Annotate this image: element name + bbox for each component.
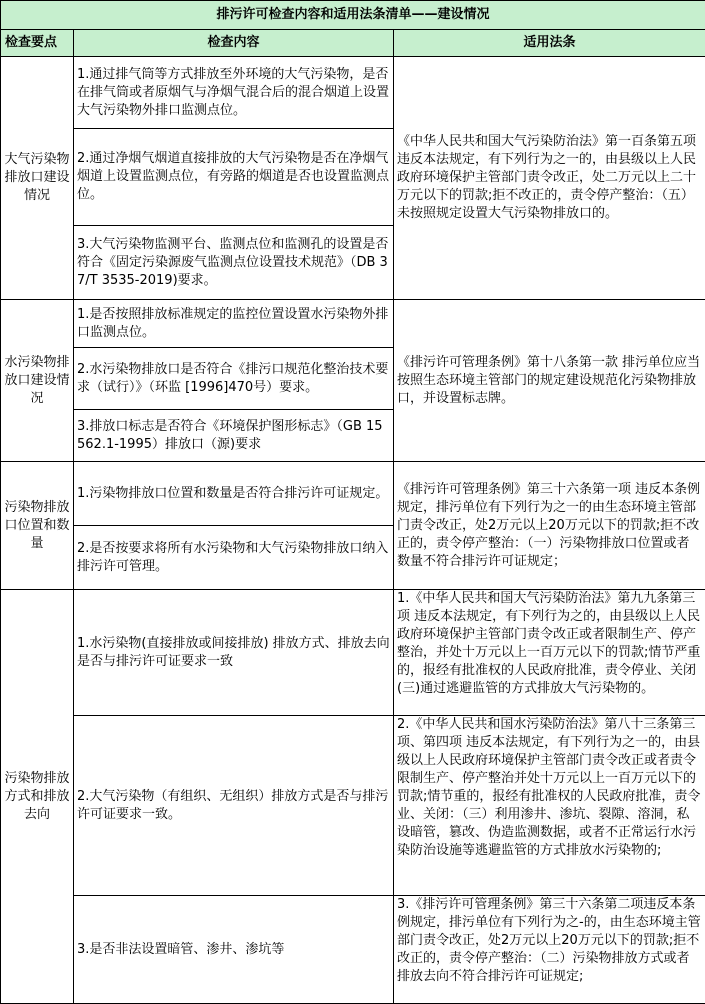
key-point-cell[interactable]: 大气污染物排放口建设情况 xyxy=(1,57,74,300)
key-point-cell[interactable]: 污染物排放方式和排放去向 xyxy=(1,590,74,1004)
content-cell[interactable]: 2.大气污染物（有组织、无组织）排放方式是否与排污许可证要求一致。 xyxy=(74,716,394,896)
content-cell[interactable]: 3.排放口标志是否符合《环境保护图形标志》（GB 15562.1-1995）排放口（源)要求 xyxy=(74,410,394,462)
header-key-point[interactable]: 检查要点 xyxy=(1,30,74,57)
law-cell[interactable]: 《中华人民共和国大气污染防治法》第一百条第五项 违反本法规定，有下列行为之一的，由县级以上人民政府环境保护主管部门责令改正，处二万元以上二十万元以下的罚款;拒不改正的，责令停产整治：（五）未按照规定设置大气污染物排放口的。 xyxy=(394,57,705,300)
table-row xyxy=(1,716,705,896)
content-cell[interactable]: 2.通过净烟气烟道直接排放的大气污染物是否在净烟气烟道上设置监测点位，有旁路的烟道是否也设置监测点位。 xyxy=(74,129,394,226)
table-row xyxy=(1,462,705,526)
key-point-cell[interactable]: 水污染物排放口建设情况 xyxy=(1,300,74,462)
content-cell[interactable]: 1.水污染物(直接排放或间接排放) 排放方式、排放去向是否与排污许可证要求一致 xyxy=(74,590,394,716)
header-content[interactable]: 检查内容 xyxy=(74,30,394,57)
law-cell[interactable]: 《排污许可管理条例》第十八条第一款 排污单位应当按照生态环境主管部门的规定建设规范化污染物排放口，并设置标志牌。 xyxy=(394,300,705,462)
header-law[interactable]: 适用法条 xyxy=(394,30,705,57)
header-row xyxy=(1,30,705,57)
law-cell[interactable]: 1.《中华人民共和国大气污染防治法》第九九条第三项 违反本法规定，有下列行为之的，由县级以上人民政府环境保护主管部门责令改正或者限制生产、停产整治，并处十万元以上一百万元以下的罚款;情节严重的，报经有批准权的人民政府批准，责令停业、关闭(三)通过逃避监管的方式排放大气污染物的。 xyxy=(394,590,705,716)
law-cell[interactable]: 《排污许可管理条例》第三十六条第一项 违反本条例规定，排污单位有下列行为之一的由生态环境主管部门责令改正，处2万元以上20万元以下的罚款;拒不改正的，责令停产整治：（一）污染物排放口位置或者数量不符合排污许可证规定； xyxy=(394,462,705,590)
table-title[interactable]: 排污许可检查内容和适用法条清单——建设情况 xyxy=(1,1,705,30)
content-cell[interactable]: 1.是否按照排放标准规定的监控位置设置水污染物外排口监测点位。 xyxy=(74,300,394,348)
title-row xyxy=(1,1,705,30)
content-cell[interactable]: 1.通过排气筒等方式排放至外环境的大气污染物，是否在排气筒或者原烟气与净烟气混合后的混合烟道上设置大气污染物外排口监测点位。 xyxy=(74,57,394,129)
table-row xyxy=(1,57,705,129)
content-cell[interactable]: 3.大气污染物监测平台、监测点位和监测孔的设置是否符合《固定污染源废气监测点位设置技术规范》（DB 37/T 3535-2019)要求。 xyxy=(74,226,394,300)
content-cell[interactable]: 1.污染物排放口位置和数量是否符合排污许可证规定。 xyxy=(74,462,394,526)
law-cell[interactable]: 3.《排污许可管理条例》第三十六条第二项违反本条例规定，排污单位有下列行为之-的，由生态环境主管部门责令改正，处2万元以上20万元以下的罚款;拒不改正的，责令停产整治：（二）污染物排放方式或者排放去向不符合排污许可证规定; xyxy=(394,896,705,1004)
key-point-cell[interactable]: 污染物排放口位置和数量 xyxy=(1,462,74,590)
content-cell[interactable]: 2.是否按要求将所有水污染物和大气污染物排放口纳入排污许可管理。 xyxy=(74,526,394,590)
table-row xyxy=(1,896,705,1004)
law-cell[interactable]: 2.《中华人民共和国水污染防治法》第八十三条第三项、第四项 违反本法规定，有下列行为之一的，由县级以上人民政府环境保护主管部门责令改正或者责令限制生产、停产整治并处十万元以上一百万元以下的罚款;情节重的，报经有批准权的人民政府批准，责令业、关闭：（三）利用渗井、渗坑、裂隙、溶洞，私设暗管，篡改、伪造监测数据，或者不正常运行水污染防治设施等逃避监管的方式排放水污染物的; xyxy=(394,716,705,896)
table-row xyxy=(1,300,705,348)
content-cell[interactable]: 3.是否非法设置暗管、渗井、渗坑等 xyxy=(74,896,394,1004)
table-row xyxy=(1,590,705,716)
content-cell[interactable]: 2.水污染物排放口是否符合《排污口规范化整治技术要求（试行）》（环监 [1996]470号）要求。 xyxy=(74,348,394,410)
